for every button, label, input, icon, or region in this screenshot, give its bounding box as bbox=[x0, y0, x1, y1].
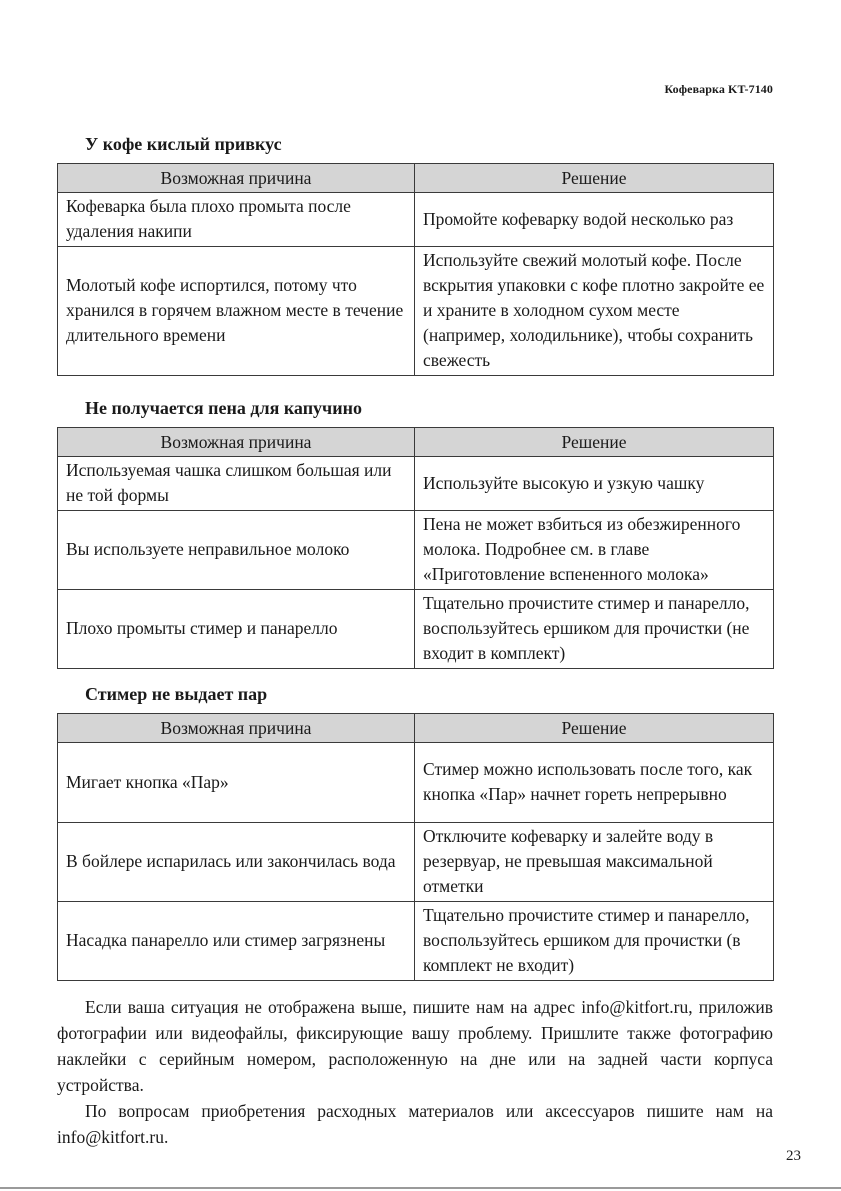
table-header-row bbox=[58, 164, 774, 193]
troubleshooting-table bbox=[57, 713, 774, 981]
cause-cell: Используемая чашка слишком большая или не той формы bbox=[58, 457, 415, 511]
cause-cell: Кофеварка была плохо промыта после удаления накипи bbox=[58, 193, 415, 247]
table-row bbox=[58, 590, 774, 669]
table-row bbox=[58, 743, 774, 823]
paragraph-accessories-contact: По вопросам приобретения расходных материалов или аксессуаров пишите нам на info@kitfort.ru. bbox=[57, 1101, 773, 1147]
section-heading: У кофе кислый привкус bbox=[85, 134, 282, 154]
section-steamer-no-steam bbox=[57, 683, 773, 981]
cause-cell: Насадка панарелло или стимер загрязнены bbox=[58, 902, 415, 981]
cause-cell: Молотый кофе испортился, потому что хранился в горячем влажном месте в течение длительного времени bbox=[58, 247, 415, 376]
cause-cell: Мигает кнопка «Пар» bbox=[58, 743, 415, 823]
table-row bbox=[58, 511, 774, 590]
table-row bbox=[58, 457, 774, 511]
column-header-solution: Решение bbox=[415, 164, 774, 193]
running-header: Кофеварка KT-7140 bbox=[664, 82, 773, 96]
solution-cell: Пена не может взбиться из обезжиренного молока. Подробнее см. в главе «Приготовление вспененного молока» bbox=[415, 511, 774, 590]
table-row bbox=[58, 902, 774, 981]
solution-cell: Тщательно прочистите стимер и панарелло, воспользуйтесь ершиком для прочистки (в комплект не входит) bbox=[415, 902, 774, 981]
column-header-solution: Решение bbox=[415, 714, 774, 743]
paragraph-support-contact: Если ваша ситуация не отображена выше, пишите нам на адрес info@kitfort.ru, приложив фотографии или видеофайлы, фиксирующие вашу проблему. Пришлите также фотографию наклейки с серийным номером, расположенную на дне или на задней части корпуса устройства. bbox=[57, 997, 773, 1095]
column-header-cause: Возможная причина bbox=[58, 428, 415, 457]
solution-cell: Используйте высокую и узкую чашку bbox=[415, 457, 774, 511]
bottom-divider bbox=[0, 1187, 841, 1189]
solution-cell: Тщательно прочистите стимер и панарелло, воспользуйтесь ершиком для прочистки (не входит в комплект) bbox=[415, 590, 774, 669]
section-heading: Стимер не выдает пар bbox=[85, 684, 268, 704]
troubleshooting-table bbox=[57, 427, 774, 669]
cause-cell: Плохо промыты стимер и панарелло bbox=[58, 590, 415, 669]
table-header-row bbox=[58, 428, 774, 457]
solution-cell: Используйте свежий молотый кофе. После вскрытия упаковки с кофе плотно закройте ее и храните в холодном сухом месте (например, холодильнике), чтобы сохранить свежесть bbox=[415, 247, 774, 376]
solution-cell: Промойте кофеварку водой несколько раз bbox=[415, 193, 774, 247]
table-row bbox=[58, 247, 774, 376]
cause-cell: В бойлере испарилась или закончилась вода bbox=[58, 823, 415, 902]
section-heading: Не получается пена для капучино bbox=[85, 398, 362, 418]
troubleshooting-table bbox=[57, 163, 774, 376]
section-sour-taste bbox=[57, 133, 773, 376]
column-header-solution: Решение bbox=[415, 428, 774, 457]
solution-cell: Отключите кофеварку и залейте воду в резервуар, не превышая максимальной отметки bbox=[415, 823, 774, 902]
page-number: 23 bbox=[786, 1148, 801, 1164]
table-row bbox=[58, 823, 774, 902]
table-row bbox=[58, 193, 774, 247]
section-no-cappuccino-foam bbox=[57, 397, 773, 669]
solution-cell: Стимер можно использовать после того, как кнопка «Пар» начнет гореть непрерывно bbox=[415, 743, 774, 823]
cause-cell: Вы используете неправильное молоко bbox=[58, 511, 415, 590]
column-header-cause: Возможная причина bbox=[58, 714, 415, 743]
table-header-row bbox=[58, 714, 774, 743]
contact-text bbox=[57, 994, 773, 1150]
column-header-cause: Возможная причина bbox=[58, 164, 415, 193]
